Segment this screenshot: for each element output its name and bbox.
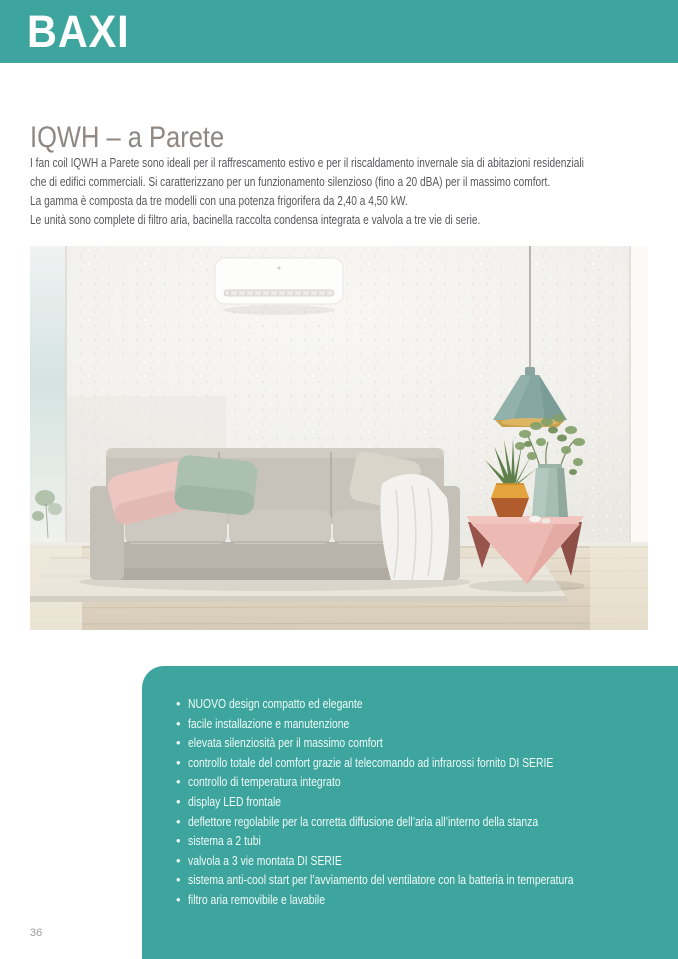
sofa: [79, 448, 471, 591]
feature-item: [176, 870, 672, 890]
page-number: 36: [30, 927, 43, 939]
features-box: [142, 666, 678, 959]
feature-item: [176, 792, 672, 812]
right-wall-edge: [630, 246, 648, 546]
product-photo: [30, 246, 648, 630]
intro-line: Le unità sono complete di filtro aria, bacinella raccolta condensa integrata e valvola a tre vie di serie.: [30, 212, 481, 227]
baxi-logo: BAXI: [27, 6, 130, 57]
feature-item: [176, 812, 672, 832]
window-view: [30, 246, 66, 546]
seat-cushions: [125, 510, 425, 544]
feature-item-text: sistema anti-cool start per l’avviamento del ventilatore con la batteria in temperatura: [188, 872, 574, 888]
features-list: [142, 666, 678, 910]
feature-item-text: NUOVO design compatto ed elegante: [188, 696, 363, 711]
feature-item-text: facile installazione e manutenzione: [188, 715, 350, 731]
intro-line: La gamma è composta da tre modelli con una potenza frigorifera da 2,40 a 4,50 kW.: [30, 193, 408, 208]
teal-vase: [532, 464, 568, 517]
feature-item: [176, 694, 672, 714]
intro-line: che di edifici commerciali. Si caratterizzano per un funzionamento silenzioso (fino a 20 dBA) per il massimo comfort.: [30, 174, 551, 189]
page-title: IQWH – a Parete: [30, 121, 225, 155]
feature-item: [176, 890, 672, 910]
feature-item-text: deflettore regolabile per la corretta diffusione dell’aria all’interno della stanza: [188, 813, 539, 829]
header-bar: [0, 0, 678, 63]
feature-item-text: sistema a 2 tubi: [188, 833, 261, 849]
feature-item: [176, 831, 672, 851]
feature-item-text: valvola a 3 vie montata DI SERIE: [188, 852, 342, 868]
feature-item: [176, 714, 672, 734]
feature-item: [176, 733, 672, 753]
feature-item-text: filtro aria removibile e lavabile: [188, 891, 325, 907]
intro-line: I fan coil IQWH a Parete sono ideali per il raffrescamento estivo e per il riscaldamento invernale sia di abitazioni residenziali: [30, 155, 584, 170]
throw-blanket: [380, 474, 449, 580]
sage-cushion: [173, 454, 258, 516]
feature-item: [176, 851, 672, 871]
feature-item-text: controllo di temperatura integrato: [188, 774, 341, 790]
feature-item: [176, 753, 672, 773]
feature-item-text: elevata silenziosità per il massimo comfort: [188, 735, 383, 751]
intro-paragraph: [30, 153, 648, 229]
feature-item-text: display LED frontale: [188, 793, 282, 809]
feature-item-text: controllo totale del comfort grazie al telecomando ad infrarossi fornito DI SERIE: [188, 754, 554, 770]
feature-item: [176, 772, 672, 792]
